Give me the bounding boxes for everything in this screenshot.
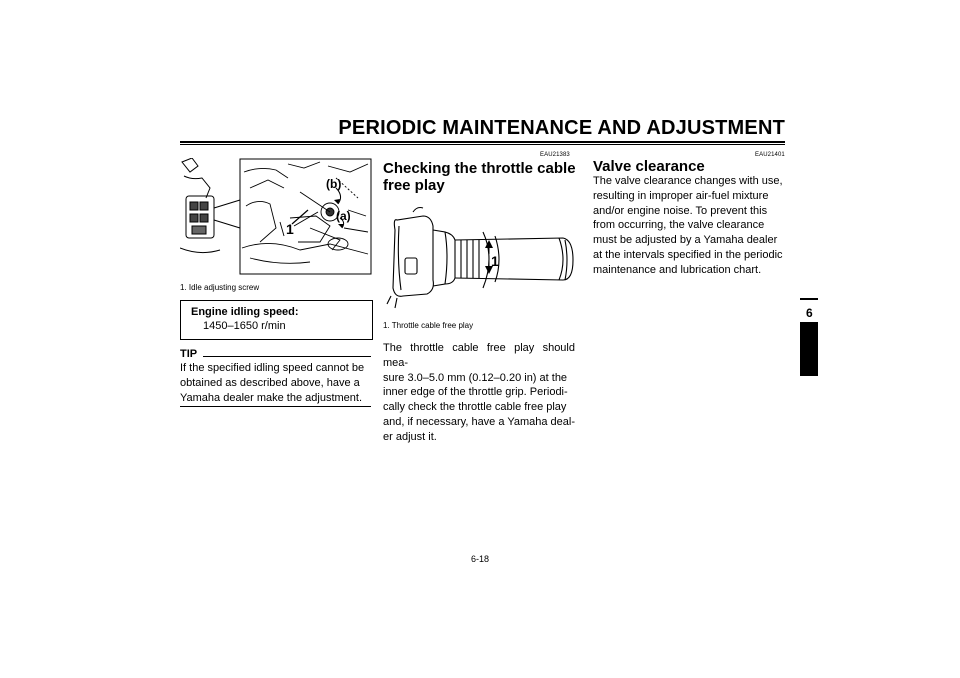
idle-screw-illustration [180, 158, 372, 276]
callout-a: (a) [336, 209, 351, 223]
title-line: free play [383, 177, 445, 194]
page-header-title: PERIODIC MAINTENANCE AND ADJUSTMENT [338, 117, 785, 139]
chapter-tab-number: 6 [806, 306, 813, 320]
tip-text [180, 361, 371, 405]
throttle-grip-illustration [383, 200, 579, 312]
engine-idling-spec-box [180, 300, 373, 340]
throttle-section-title [383, 160, 583, 194]
spec-value: 1450–1650 r/min [203, 320, 286, 332]
idle-screw-figure [180, 158, 372, 276]
tip-line: Yamaha dealer make the adjustment. [180, 391, 363, 404]
body-line: and/or engine noise. To prevent this [593, 204, 768, 217]
header-rule [180, 141, 785, 143]
title-line: Checking the throttle cable [383, 160, 576, 177]
body-line: The valve clearance changes with use, [593, 175, 783, 187]
body-line: and, if necessary, have a Yamaha deal- [383, 415, 576, 428]
body-line: The throttle cable free play should mea- [383, 342, 575, 369]
throttle-body-text [383, 341, 575, 445]
body-line: inner edge of the throttle grip. Periodi- [383, 386, 568, 399]
tip-end-rule [180, 406, 371, 407]
body-line: cally check the throttle cable free play [383, 401, 567, 414]
tip-label: TIP [180, 348, 198, 360]
spec-label: Engine idling speed: [191, 306, 299, 318]
valve-body-text [593, 174, 785, 278]
header-rule-thin [180, 144, 785, 145]
body-line: must be adjusted by a Yamaha dealer [593, 234, 778, 247]
throttle-callout-1: 1 [491, 253, 499, 269]
tip-line: obtained as described above, have a [180, 376, 360, 389]
body-line: maintenance and lubrication chart. [593, 263, 762, 276]
section-code-throttle: EAU21383 [540, 152, 570, 158]
tip-line: If the specified idling speed cannot be [180, 362, 365, 374]
throttle-caption: 1. Throttle cable free play [383, 321, 474, 330]
throttle-figure [383, 200, 579, 312]
body-line: at the intervals specified in the periodic [593, 248, 783, 261]
page-number: 6-18 [470, 554, 489, 564]
body-line: er adjust it. [383, 430, 437, 443]
idle-screw-caption: 1. Idle adjusting screw [180, 283, 260, 292]
body-line: sure 3.0–5.0 mm (0.12–0.20 in) at the [383, 371, 568, 384]
body-line: resulting in improper air-fuel mixture [593, 189, 769, 202]
body-line: from occurring, the valve clearance [593, 219, 765, 232]
tip-rule [203, 356, 371, 357]
callout-1: 1 [286, 221, 294, 237]
section-code-valve: EAU21401 [755, 152, 785, 158]
callout-b: (b) [326, 177, 342, 191]
valve-section-title: Valve clearance [593, 158, 705, 175]
